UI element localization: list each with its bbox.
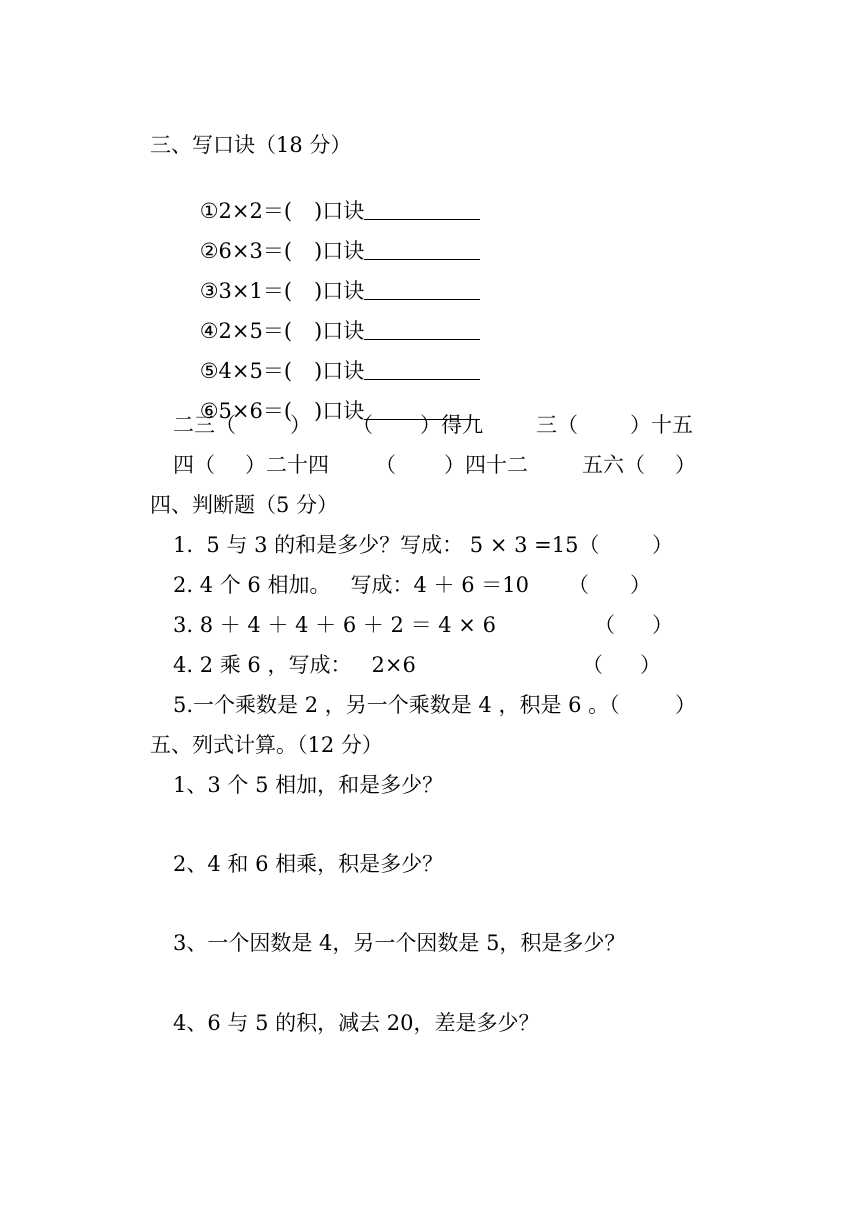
mnemonic-item-6 xyxy=(173,372,480,450)
mnemonic-equation: ①2×2＝( xyxy=(199,199,293,223)
judgement-text: 4. 2 乘 6 ，写成： 2×6 xyxy=(173,653,416,677)
mnemonic-label: )口诀 xyxy=(314,239,365,263)
fill-segment: 四（ xyxy=(173,453,215,477)
mnemonic-equation: ⑤4×5＝( xyxy=(199,359,293,383)
fill-segment: ）四十二 xyxy=(444,453,528,477)
judgement-item-5 xyxy=(0,692,860,718)
mnemonic-equation: ③3×1＝( xyxy=(199,279,293,303)
judgement-open: （ xyxy=(568,573,589,597)
mnemonic-label: )口诀 xyxy=(314,319,365,343)
fill-segment: （ xyxy=(352,413,373,437)
judgement-item-2 xyxy=(0,572,860,598)
judgement-close: ） xyxy=(652,533,673,557)
judgement-item-4 xyxy=(0,652,860,678)
mnemonic-label: )口诀 xyxy=(314,199,365,223)
judgement-open: （ xyxy=(594,613,615,637)
judgement-text: 3. 8 ＋ 4 ＋ 4 ＋ 6 ＋ 2 ＝ 4 × 6 xyxy=(173,613,496,637)
judgement-text: 1. 5 与 3 的和是多少？写成： 5 × 3 =15（ xyxy=(173,533,600,557)
mnemonic-equation: ④2×5＝( xyxy=(199,319,293,343)
fill-segment: （ xyxy=(375,453,396,477)
section-4-heading: 四、判断题（5 分） xyxy=(150,493,339,517)
mnemonic-equation: ②6×3＝( xyxy=(199,239,293,263)
fill-in-row-1 xyxy=(0,412,860,438)
judgement-text: 5.一个乘数是 2 ，另一个乘数是 4 ，积是 6 。（ xyxy=(173,693,620,717)
mnemonic-equation: ⑥5×6＝( xyxy=(199,399,293,423)
mnemonic-label: )口诀 xyxy=(314,399,365,423)
mnemonic-label: )口诀 xyxy=(314,279,365,303)
judgement-close: ） xyxy=(652,613,673,637)
fill-segment: 二三（ xyxy=(173,413,236,437)
mnemonic-label: )口诀 xyxy=(314,359,365,383)
calc-question-4: 4、6 与 5 的积，减去 20，差是多少？ xyxy=(173,1011,540,1035)
judgement-close: ） xyxy=(640,653,661,677)
judgement-close: ） xyxy=(675,693,696,717)
judgement-open: （ xyxy=(582,653,603,677)
calc-question-2: 2、4 和 6 相乘，积是多少？ xyxy=(173,852,444,876)
judgement-item-3 xyxy=(0,612,860,638)
calc-question-3: 3、一个因数是 4，另一个因数是 5，积是多少？ xyxy=(173,931,626,955)
judgement-item-1 xyxy=(0,532,860,558)
fill-segment: ）得九 xyxy=(420,413,483,437)
section-5-heading: 五、列式计算。（12 分） xyxy=(150,733,383,757)
calc-question-1: 1、3 个 5 相加，和是多少？ xyxy=(173,773,444,797)
fill-segment: ）二十四 xyxy=(245,453,329,477)
fill-segment: ） xyxy=(675,453,696,477)
fill-in-row-2 xyxy=(0,452,860,478)
section-3-heading: 三、写口诀（18 分） xyxy=(150,133,352,157)
judgement-text: 2. 4 个 6 相加。 写成：4 ＋ 6 ＝10 xyxy=(173,573,529,597)
fill-segment: ）十五 xyxy=(630,413,693,437)
fill-segment: 三（ xyxy=(536,413,578,437)
judgement-close: ） xyxy=(630,573,651,597)
fill-segment: ） xyxy=(290,413,311,437)
fill-segment: 五六（ xyxy=(582,453,645,477)
